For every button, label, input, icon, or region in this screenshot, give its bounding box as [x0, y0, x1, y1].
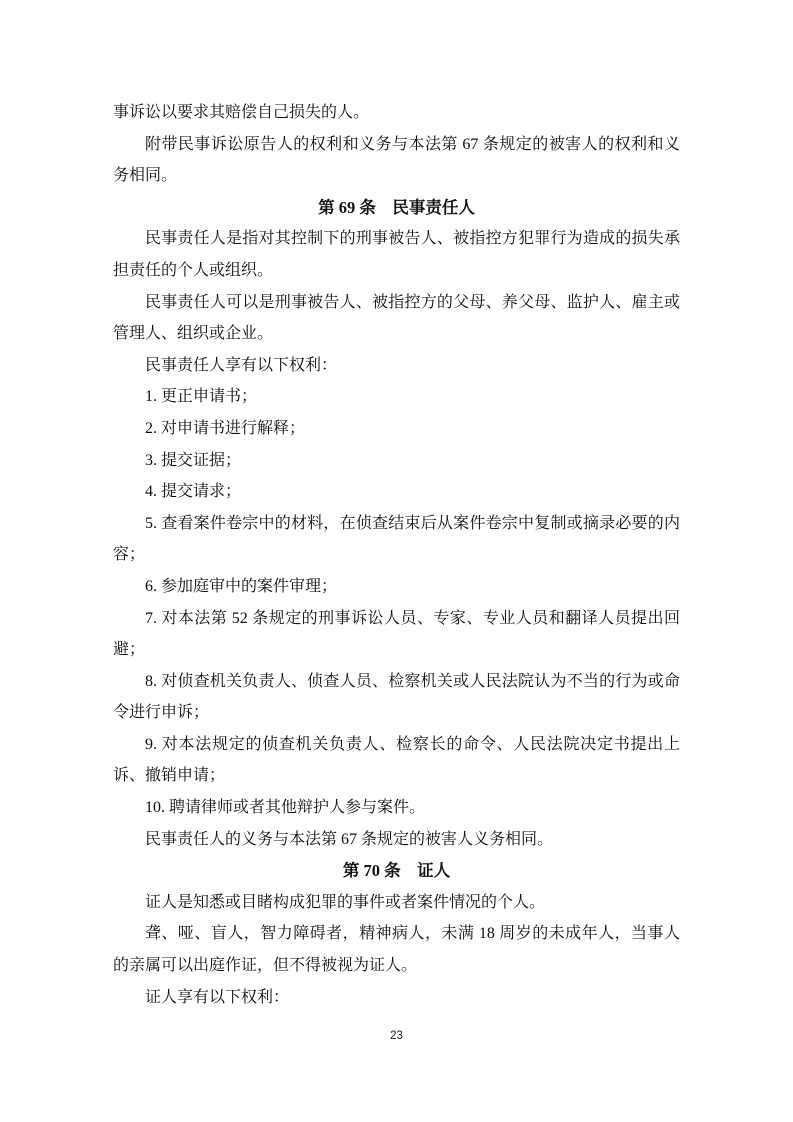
page-number: 23: [390, 1030, 403, 1042]
paragraph: 证人享有以下权利：: [145, 988, 290, 1006]
list-item: 6. 参加庭审中的案件审理；: [145, 577, 338, 595]
list-item: 2. 对申请书进行解释；: [145, 419, 306, 437]
paragraph: 附带民事诉讼原告人的权利和义务与本法第 67 条规定的被害人的权利和义务相同。: [113, 135, 680, 185]
list-item: 1. 更正申请书；: [145, 388, 258, 406]
paragraph: 证人是知悉或目睹构成犯罪的事件或者案件情况的个人。: [145, 893, 546, 911]
paragraph: 民事责任人可以是刑事被告人、被指控方的父母、养父母、监护人、雇主或管理人、组织或企业。: [113, 293, 680, 343]
article-69-heading: 第 69 条 民事责任人: [318, 197, 475, 217]
list-item: 9. 对本法规定的侦查机关负责人、检察长的命令、人民法院决定书提出上诉、撤销申请；: [113, 735, 680, 785]
paragraph-continuation: 事诉讼以要求其赔偿自己损失的人。: [113, 104, 370, 121]
paragraph: 民事责任人是指对其控制下的刑事被告人、被指控方犯罪行为造成的损失承担责任的个人或组织。: [113, 230, 680, 279]
list-item: 7. 对本法第 52 条规定的刑事诉讼人员、专家、专业人员和翻译人员提出回避；: [113, 609, 680, 659]
list-item: 3. 提交证据；: [145, 451, 242, 469]
list-item: 10. 聘请律师或者其他辩护人参与案件。: [145, 799, 426, 817]
article-70-heading: 第 70 条 证人: [342, 861, 451, 881]
list-item: 4. 提交请求；: [145, 483, 242, 501]
list-item: 5. 查看案件卷宗中的材料，在侦查结束后从案件卷宗中复制或摘录必要的内容；: [113, 514, 680, 564]
paragraph: 民事责任人的义务与本法第 67 条规定的被害人义务相同。: [145, 830, 554, 848]
document-body: [113, 97, 680, 1013]
paragraph: 聋、哑、盲人，智力障碍者，精神病人，未满 18 周岁的未成年人，当事人的亲属可以出庭作证，但不得被视为证人。: [113, 925, 680, 975]
list-item: 8. 对侦查机关负责人、侦查人员、检察机关或人民法院认为不当的行为或命令进行申诉；: [113, 672, 680, 722]
paragraph: 民事责任人享有以下权利：: [145, 356, 338, 374]
